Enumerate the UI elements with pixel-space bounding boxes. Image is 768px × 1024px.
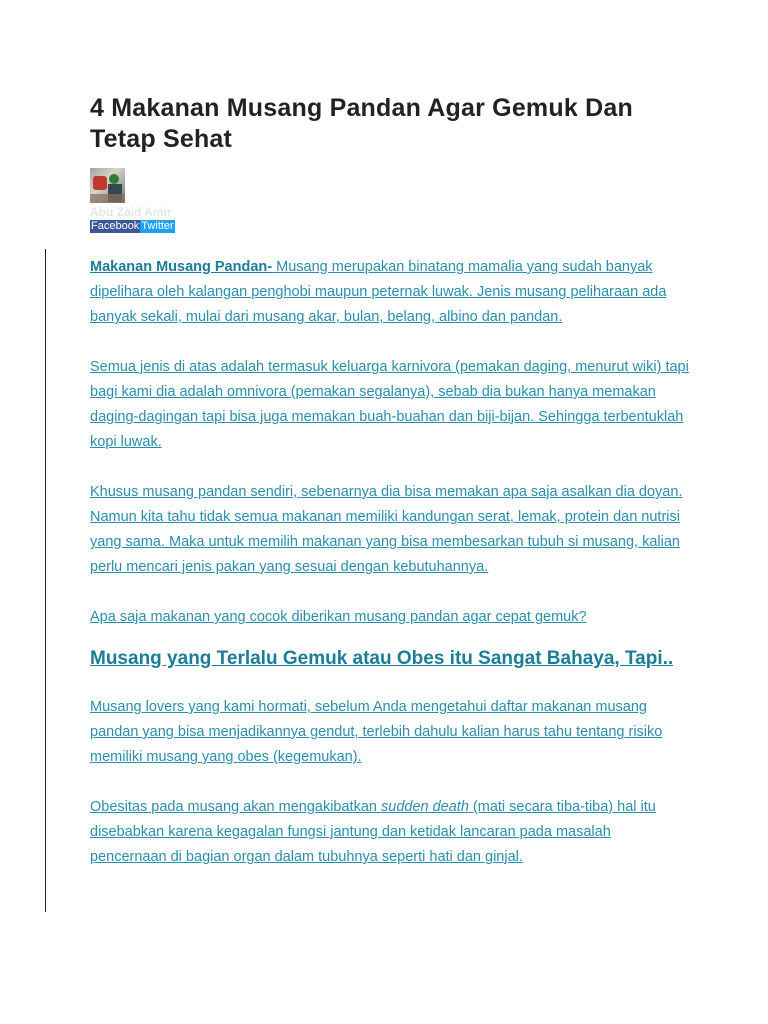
share-buttons — [90, 220, 690, 233]
twitter-share-button[interactable]: Twitter — [141, 220, 174, 232]
author-avatar[interactable] — [90, 168, 125, 203]
paragraph-2-link[interactable]: Semua jenis di atas adalah termasuk keluarga karnivora (pemakan daging, menurut wiki) tapi bagi kami dia adalah omnivora (pemakan segalanya), sebab dia bukan hanya memakan daging-dagingan tapi bisa juga memakan buah-buahan dan biji-bijan. Sehingga terbentuklah kopi luwak. — [90, 359, 689, 450]
paragraph-6-link-end[interactable]: (mati secara tiba-tiba) hal itu disebabkan karena kegagalan fungsi jantung dan ketidak lancaran pada masalah pencernaan di bagian organ dalam tubuhnya seperti hati dan ginjal. — [90, 799, 656, 865]
article-title: 4 Makanan Musang Pandan Agar Gemuk Dan Tetap Sehat — [90, 94, 633, 153]
paragraph-6[interactable] — [90, 795, 690, 870]
article-content — [90, 93, 690, 870]
facebook-share-button[interactable]: Facebook — [91, 220, 140, 232]
paragraph-4[interactable] — [90, 605, 690, 630]
paragraph-4-link[interactable]: Apa saja makanan yang cocok diberikan musang pandan agar cepat gemuk? — [90, 609, 587, 625]
paragraph-2[interactable] — [90, 355, 690, 455]
paragraph-3-link[interactable]: Khusus musang pandan sendiri, sebenarnya dia bisa memakan apa saja asalkan dia doyan. Namun kita tahu tidak semua makanan memiliki kandungan serat, lemak, protein dan nutrisi yang sama. Maka untuk memilih makanan yang bisa membesarkan tubuh si musang, kalian perlu mencari jenis pakan yang sesuai dengan kebutuhannya. — [90, 484, 683, 575]
paragraph-5-link[interactable]: Musang lovers yang kami hormati, sebelum Anda mengetahui daftar makanan musang pandan yang bisa menjadikannya gendut, terlebih dahulu kalian harus tahu tentang risiko memiliki musang yang obes (kegemukan). — [90, 699, 663, 765]
intro-text-link[interactable]: Musang merupakan binatang mamalia yang sudah banyak dipelihara oleh kalangan penghobi maupun peternak luwak. Jenis musang peliharaan ada banyak sekali, mulai dari musang akar, bulan, belang, albino dan pandan. — [90, 259, 667, 325]
intro-lead-link[interactable]: Makanan Musang Pandan- — [90, 259, 273, 275]
paragraph-6-emphasis[interactable]: sudden death — [381, 799, 469, 815]
section-heading-link[interactable]: Musang yang Terlalu Gemuk atau Obes itu Sangat Bahaya, Tapi.. — [90, 648, 674, 669]
left-margin-rule — [45, 249, 46, 912]
paragraph-3[interactable] — [90, 480, 690, 580]
author-name[interactable]: Abu Zaid Amir — [90, 205, 172, 219]
paragraph-5[interactable] — [90, 695, 690, 770]
paragraph-6-link-start[interactable]: Obesitas pada musang akan mengakibatkan — [90, 799, 381, 815]
intro-paragraph[interactable] — [90, 255, 690, 330]
